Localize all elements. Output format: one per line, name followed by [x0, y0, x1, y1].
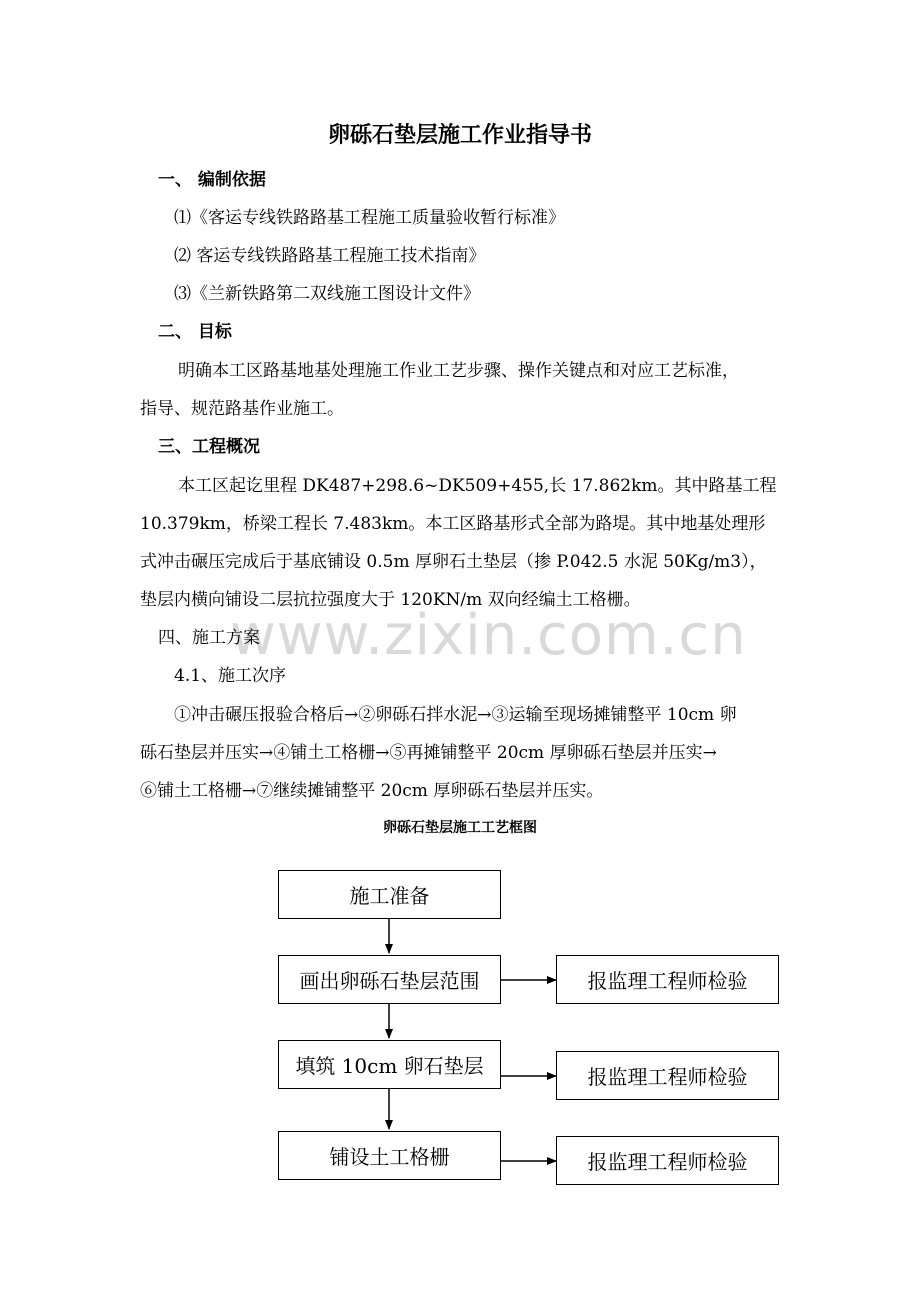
section-1-heading: 一、 编制依据 — [158, 170, 266, 190]
goal-line-1: 明确本工区路基地基处理施工作业工艺步骤、操作关键点和对应工艺标准， — [178, 361, 739, 381]
flow-check-1: 报监理工程师检验 — [556, 955, 779, 1004]
reference-3: ⑶《兰新铁路第二双线施工图设计文件》 — [174, 284, 480, 304]
flow-step-mark-range: 画出卵砾石垫层范围 — [278, 955, 501, 1004]
section-3-heading: 三、工程概况 — [158, 437, 260, 457]
section-2-heading: 二、 目标 — [158, 322, 232, 342]
flowchart-caption: 卵砾石垫层施工工艺框图 — [383, 820, 537, 836]
flow-step-lay-geogrid: 铺设土工格栅 — [278, 1131, 501, 1180]
section-4-heading: 四、施工方案 — [158, 628, 260, 648]
overview-line-3: 式冲击碾压完成后于基底铺设 0.5m 厚卵石土垫层（掺 P.042.5 水泥 50Kg/m3）， — [140, 552, 767, 572]
overview-line-1: 本工区起讫里程 DK487+298.6~DK509+455,长 17.862km。其中路基工程 — [178, 476, 777, 496]
sequence-line-2: 砾石垫层并压实→④铺土工格栅→⑤再摊铺整平 20cm 厚卵砾石垫层并压实→ — [140, 743, 717, 763]
flow-step-fill-layer: 填筑 10cm 卵石垫层 — [278, 1040, 501, 1089]
document-title: 卵砾石垫层施工作业指导书 — [327, 122, 592, 148]
sequence-line-1: ①冲击碾压报验合格后→②卵砾石拌水泥→③运输至现场摊铺整平 10cm 卵 — [174, 705, 737, 725]
sequence-line-3: ⑥铺土工格栅→⑦继续摊铺整平 20cm 厚卵砾石垫层并压实。 — [140, 781, 604, 801]
reference-2: ⑵ 客运专线铁路路基工程施工技术指南》 — [174, 246, 486, 266]
flow-check-2: 报监理工程师检验 — [556, 1051, 779, 1100]
flow-check-3: 报监理工程师检验 — [556, 1136, 779, 1185]
flow-step-prepare: 施工准备 — [278, 870, 501, 919]
reference-1: ⑴《客运专线铁路路基工程施工质量验收暂行标准》 — [174, 208, 565, 228]
goal-line-2: 指导、规范路基作业施工。 — [140, 399, 344, 419]
subsection-4-1: 4.1、施工次序 — [174, 666, 287, 686]
overview-line-2: 10.379km，桥梁工程长 7.483km。本工区路基形式全部为路堤。其中地基处理形 — [140, 514, 766, 534]
overview-line-4: 垫层内横向铺设二层抗拉强度大于 120KN/m 双向经编土工格栅。 — [140, 590, 641, 610]
watermark: www.zixin.com.cn — [230, 603, 747, 668]
